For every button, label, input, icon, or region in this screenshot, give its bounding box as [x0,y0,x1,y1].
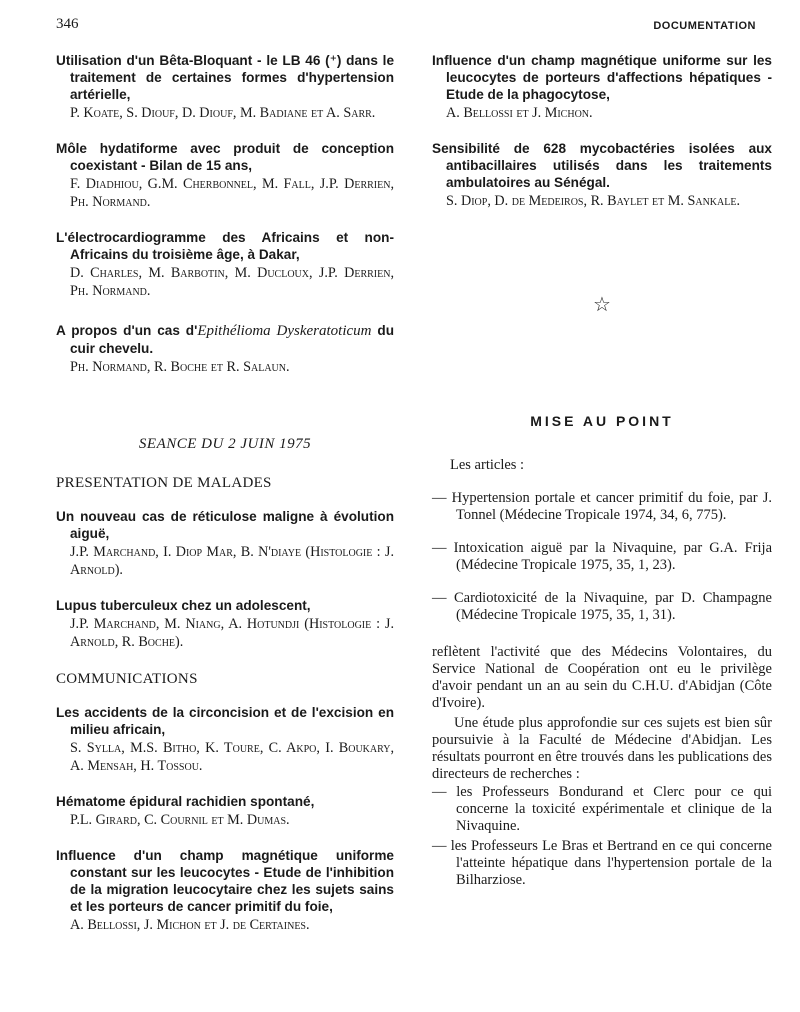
entry-title: Utilisation d'un Bêta-Bloquant - le LB 46 (⁺) dans le traitement de certaines formes d'hypertension artérielle, [56,53,394,102]
entry-authors: P. Koate, S. Diouf, D. Diouf, M. Badiane et A. Sarr. [70,105,376,121]
entry [56,793,394,829]
entry [56,322,394,376]
entry-authors: Ph. Normand, R. Boche et R. Salaun. [70,359,290,375]
entry [56,847,394,934]
title-part: A propos d'un cas d' [56,323,198,338]
entry-authors: D. Charles, M. Barbotin, M. Ducloux, J.P. Derrien, Ph. Normand. [70,265,394,299]
section-heading: PRESENTATION DE MALADES [56,475,272,491]
entry-title: Influence d'un champ magnétique uniforme constant sur les leucocytes - Etude de l'inhibition de la migration leucocytaire chez les sujets sains et les porteurs de cancer primitif du foie, [56,848,394,914]
entry-title: Sensibilité de 628 mycobactéries isolées aux antibacillaires utilisés dans les traitements ambulatoires au Sénégal. [432,141,772,190]
entry [432,140,772,210]
entry-authors: A. Bellossi et J. Michon. [446,105,593,121]
intro-text: Les articles : [450,457,525,473]
page-number: 346 [56,16,79,32]
entry-authors: S. Diop, D. de Medeiros, R. Baylet et M. Sankale. [446,193,741,209]
title-part: du cuir chevelu. [70,323,395,356]
article-item: — Cardiotoxicité de la Nivaquine, par D. Champagne (Médecine Tropicale 1975, 35, 1, 31). [432,590,772,623]
paragraph: reflètent l'activité que des Médecins Volontaires, du Service National de Coopération ont eu le privilège d'avoir pendant un an au sein du C.H.U. d'Abidjan (Côte d'Ivoire). [432,644,772,711]
entry-title: Lupus tuberculeux chez un adolescent, [56,598,311,613]
entry-authors: S. Sylla, M.S. Bitho, K. Toure, C. Akpo, I. Boukary, A. Mensah, H. Tossou. [70,740,394,774]
section-heading: COMMUNICATIONS [56,671,198,687]
session-heading: SEANCE DU 2 JUIN 1975 [138,436,312,452]
left-column [56,52,394,952]
entry [56,508,394,579]
entry-title: Môle hydatiforme avec produit de conception coexistant - Bilan de 15 ans, [56,141,394,173]
entry-authors: P.L. Girard, C. Cournil et M. Dumas. [70,812,290,828]
entry-title: Influence d'un champ magnétique uniforme sur les leucocytes de porteurs d'affections hépatiques - Etude de la phagocytose, [432,53,772,102]
title-italic: Epithélioma Dyskeratoticum [197,323,372,339]
entry-title: Hématome épidural rachidien spontané, [56,794,315,809]
entry-title [56,322,394,357]
entry-authors: J.P. Marchand, M. Niang, A. Hotundji (Histologie : J. Arnold, R. Boche). [70,616,394,650]
entry [432,52,772,122]
entry-authors: J.P. Marchand, I. Diop Mar, B. N'diaye (Histologie : J. Arnold). [70,544,394,578]
paragraph: Une étude plus approfondie sur ces sujets est bien sûr poursuivie à la Faculté de Médecine d'Abidjan. Les résultats pourront en être trouvés dans les publications des directeurs de recherches : [432,715,772,782]
entry [56,704,394,775]
entry-title: Un nouveau cas de réticulose maligne à évolution aiguë, [56,509,394,541]
entry [56,140,394,211]
entry [56,229,394,300]
entry-title: Les accidents de la circoncision et de l'excision en milieu africain, [56,705,394,737]
bullet-item: — les Professeurs Le Bras et Bertrand en ce qui concerne l'atteinte hépatique dans l'hypertension portale de la Bilharziose. [432,838,772,888]
entry-authors: F. Diadhiou, G.M. Cherbonnel, M. Fall, J.P. Derrien, Ph. Normand. [70,176,394,210]
right-column [432,52,772,892]
article-item: — Hypertension portale et cancer primitif du foie, par J. Tonnel (Médecine Tropicale 1974, 34, 6, 775). [432,490,772,523]
bullet-item: — les Professeurs Bondurand et Clerc pour ce qui concerne la toxicité expérimentale et clinique de la Nivaquine. [432,784,772,834]
entry-title: L'électrocardiogramme des Africains et non-Africains du troisième âge, à Dakar, [56,230,394,262]
section-heading: MISE AU POINT [530,413,674,429]
star-icon: ☆ [593,294,611,316]
entry [56,52,394,122]
running-header: DOCUMENTATION [653,20,756,32]
entry [56,597,394,651]
article-item: — Intoxication aiguë par la Nivaquine, par G.A. Frija (Médecine Tropicale 1975, 35, 1, 23). [432,540,772,573]
entry-authors: A. Bellossi, J. Michon et J. de Certaines. [70,917,310,933]
